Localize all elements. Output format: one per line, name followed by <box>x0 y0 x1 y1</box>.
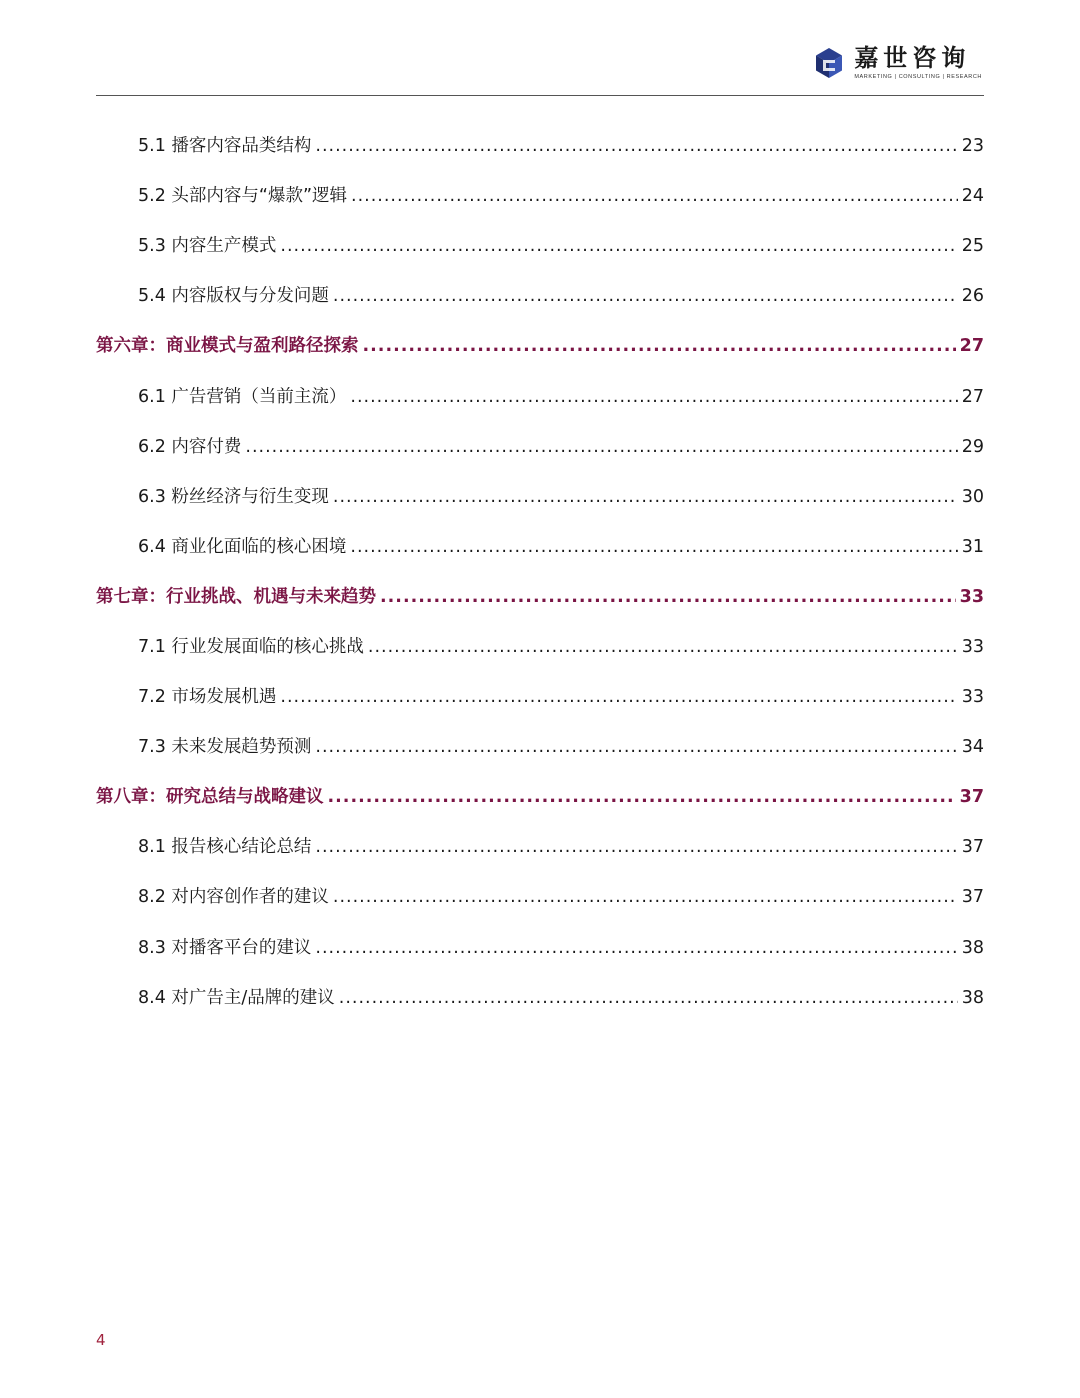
toc-entry-title: 第六章：商业模式与盈利路径探索 <box>96 336 359 357</box>
toc-entry-title: 6.4 商业化面临的核心困境 <box>138 536 347 557</box>
toc-section-entry[interactable] <box>96 422 984 472</box>
toc-entry-title: 第八章：研究总结与战略建议 <box>96 787 324 808</box>
toc-dot-leader <box>315 923 957 973</box>
header-divider <box>96 95 984 96</box>
toc-entry-page: 25 <box>961 236 984 257</box>
toc-dot-leader <box>333 872 958 922</box>
toc-chapter-entry[interactable] <box>96 772 984 822</box>
toc-dot-leader <box>368 622 958 672</box>
toc-entry-title: 6.1 广告营销（当前主流） <box>138 386 347 407</box>
toc-entry-title: 7.3 未来发展趋势预测 <box>138 737 312 758</box>
toc-section-entry[interactable] <box>96 271 984 321</box>
toc-entry-page: 30 <box>961 486 984 507</box>
toc-entry-page: 26 <box>961 286 984 307</box>
toc-section-entry[interactable] <box>96 472 984 522</box>
toc-dot-leader <box>280 221 957 271</box>
toc-section-entry[interactable] <box>96 622 984 672</box>
toc-entry-page: 27 <box>959 336 984 357</box>
toc-entry-title: 5.4 内容版权与分发问题 <box>138 286 329 307</box>
toc-entry-title: 5.2 头部内容与“爆款”逻辑 <box>138 186 348 207</box>
toc-entry-title: 5.3 内容生产模式 <box>138 236 277 257</box>
toc-section-entry[interactable] <box>96 722 984 772</box>
toc-entry-page: 33 <box>959 586 984 607</box>
toc-entry-title: 7.2 市场发展机遇 <box>138 687 277 708</box>
toc-dot-leader <box>333 472 958 522</box>
page-header <box>0 0 1080 96</box>
toc-entry-title: 8.3 对播客平台的建议 <box>138 937 312 958</box>
toc-entry-page: 37 <box>961 887 984 908</box>
toc-section-entry[interactable] <box>96 171 984 221</box>
toc-entry-title: 8.2 对内容创作者的建议 <box>138 887 329 908</box>
toc-entry-title: 7.1 行业发展面临的核心挑战 <box>138 636 364 657</box>
toc-entry-page: 33 <box>961 687 984 708</box>
toc-chapter-entry[interactable] <box>96 572 984 622</box>
toc-entry-title: 8.1 报告核心结论总结 <box>138 837 312 858</box>
toc-entry-title: 6.3 粉丝经济与衍生变现 <box>138 486 329 507</box>
toc-dot-leader <box>245 422 957 472</box>
toc-dot-leader <box>339 973 958 1023</box>
toc-dot-leader <box>333 271 958 321</box>
brand-logo <box>812 44 982 80</box>
toc-entry-page: 27 <box>961 386 984 407</box>
toc-section-entry[interactable] <box>96 973 984 1023</box>
toc-section-entry[interactable] <box>96 522 984 572</box>
toc-dot-leader <box>350 522 957 572</box>
page-number: 4 <box>96 1331 106 1349</box>
toc-dot-leader <box>280 672 957 722</box>
toc-dot-leader <box>315 822 957 872</box>
table-of-contents <box>96 121 984 1023</box>
toc-entry-page: 33 <box>961 636 984 657</box>
brand-tagline: MARKETING | CONSULTING | RESEARCH <box>854 74 982 80</box>
toc-entry-title: 8.4 对广告主/品牌的建议 <box>138 987 335 1008</box>
toc-entry-page: 31 <box>961 536 984 557</box>
toc-section-entry[interactable] <box>96 923 984 973</box>
toc-entry-page: 23 <box>961 136 984 157</box>
toc-dot-leader <box>363 321 956 371</box>
brand-logo-icon <box>812 46 846 80</box>
toc-entry-page: 37 <box>959 787 984 808</box>
toc-entry-page: 24 <box>961 186 984 207</box>
toc-dot-leader <box>315 722 957 772</box>
toc-section-entry[interactable] <box>96 672 984 722</box>
toc-entry-page: 34 <box>961 737 984 758</box>
toc-dot-leader <box>380 572 956 622</box>
toc-section-entry[interactable] <box>96 822 984 872</box>
toc-entry-page: 38 <box>961 987 984 1008</box>
toc-section-entry[interactable] <box>96 221 984 271</box>
toc-entry-page: 38 <box>961 937 984 958</box>
toc-entry-title: 5.1 播客内容品类结构 <box>138 136 312 157</box>
brand-name: 嘉世咨询 <box>854 44 971 72</box>
toc-dot-leader <box>315 121 957 171</box>
toc-entry-page: 37 <box>961 837 984 858</box>
toc-chapter-entry[interactable] <box>96 321 984 371</box>
toc-entry-title: 6.2 内容付费 <box>138 436 242 457</box>
toc-section-entry[interactable] <box>96 371 984 421</box>
toc-dot-leader <box>328 772 956 822</box>
toc-entry-title: 第七章：行业挑战、机遇与未来趋势 <box>96 586 376 607</box>
toc-dot-leader <box>350 372 957 422</box>
toc-section-entry[interactable] <box>96 121 984 171</box>
toc-dot-leader <box>351 171 958 221</box>
toc-entry-page: 29 <box>961 436 984 457</box>
toc-section-entry[interactable] <box>96 872 984 922</box>
